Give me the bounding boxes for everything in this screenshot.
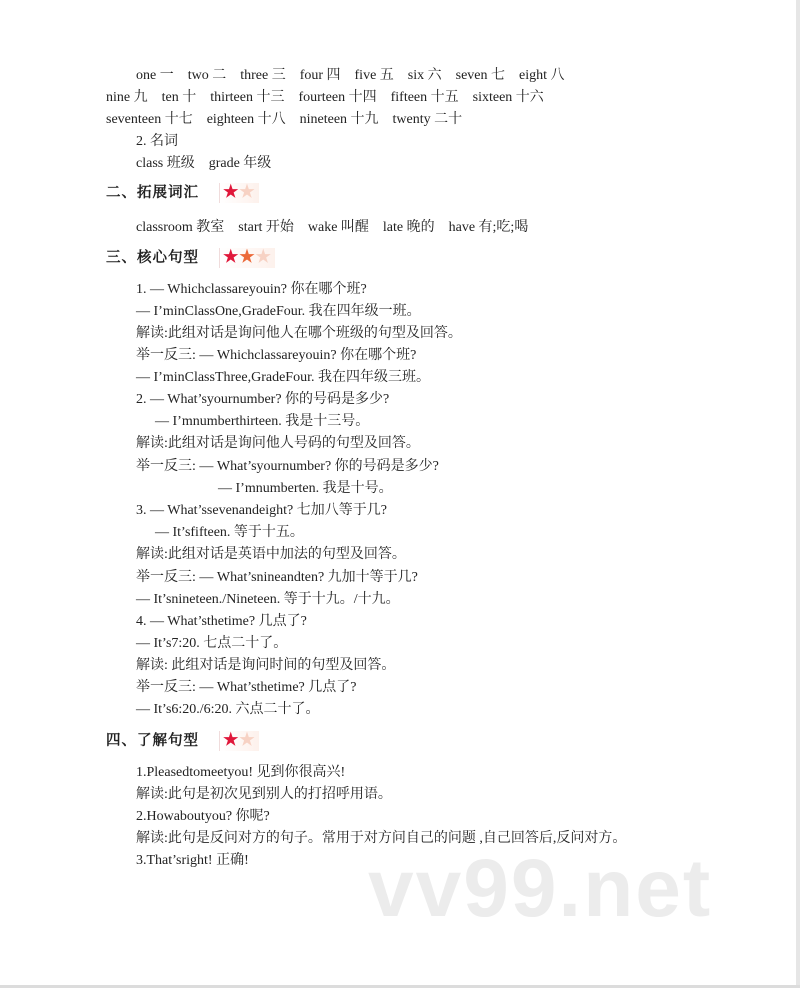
core-line: 举一反三: — Whichclassareyouin? 你在哪个班?: [136, 348, 417, 363]
core-line: 3. — What’ssevenandeight? 七加八等于几?: [136, 503, 387, 518]
core-line: 解读: 此组对话是询问时间的句型及回答。: [136, 658, 396, 673]
core-line: — I’minClassThree,GradeFour. 我在四年级三班。: [136, 370, 430, 385]
section-title: 四、了解句型: [106, 732, 199, 749]
core-line: — I’mnumberten. 我是十号。: [218, 481, 393, 496]
core-line: 解读:此组对话是英语中加法的句型及回答。: [136, 547, 406, 562]
section-heading-core: [106, 248, 275, 268]
difficulty-stars: [219, 731, 259, 751]
section-title: 二、拓展词汇: [106, 184, 199, 201]
star-icon: ★: [223, 182, 240, 202]
core-line: 2. — What’syournumber? 你的号码是多少?: [136, 392, 390, 407]
core-line: 举一反三: — What’snineandten? 九加十等于几?: [136, 570, 418, 585]
core-line: 举一反三: — What’sthetime? 几点了?: [136, 680, 357, 695]
core-line: — I’minClassOne,GradeFour. 我在四年级一班。: [136, 304, 421, 319]
star-icon: ★: [223, 247, 240, 267]
core-line: 4. — What’sthetime? 几点了?: [136, 614, 307, 629]
understand-line: 2.Howaboutyou? 你呢?: [136, 809, 270, 824]
core-line: — It’s7:20. 七点二十了。: [136, 636, 288, 651]
star-icon: ★: [239, 730, 256, 750]
understand-line: 解读:此句是反问对方的句子。常用于对方问自己的问题 ,自己回答后,反问对方。: [136, 831, 627, 846]
nouns-line: class 班级 grade 年级: [136, 156, 272, 171]
core-line: 解读:此组对话是询问他人号码的句型及回答。: [136, 436, 420, 451]
difficulty-stars: [219, 248, 275, 268]
numbers-line-1: one 一 two 二 three 三 four 四 five 五 six 六 seven 七 eight 八: [136, 68, 565, 83]
core-line: 举一反三: — What’syournumber? 你的号码是多少?: [136, 459, 439, 474]
star-icon: ★: [239, 247, 256, 267]
star-icon: ★: [223, 730, 240, 750]
page-edge-right: [796, 0, 800, 988]
understand-line: 1.Pleasedtomeetyou! 见到你很高兴!: [136, 765, 346, 780]
understand-line: 3.That’sright! 正确!: [136, 853, 249, 868]
watermark: vv99.net: [368, 843, 713, 934]
numbers-line-2: nine 九 ten 十 thirteen 十三 fourteen 十四 fifteen 十五 sixteen 十六: [106, 90, 544, 105]
numbers-line-3: seventeen 十七 eighteen 十八 nineteen 十九 twenty 二十: [106, 112, 463, 127]
difficulty-stars: [219, 183, 259, 203]
star-icon: ★: [255, 247, 272, 267]
core-line: — It’s6:20./6:20. 六点二十了。: [136, 702, 320, 717]
extended-vocab-line: classroom 教室 start 开始 wake 叫醒 late 晚的 have 有;吃;喝: [136, 220, 529, 235]
core-line: — It’snineteen./Nineteen. 等于十九。/十九。: [136, 592, 400, 607]
section-heading-extended: [106, 183, 259, 203]
core-line: 1. — Whichclassareyouin? 你在哪个班?: [136, 282, 367, 297]
core-line: — I’mnumberthirteen. 我是十三号。: [155, 414, 370, 429]
understand-line: 解读:此句是初次见到别人的打招呼用语。: [136, 787, 392, 802]
section-heading-understand: [106, 731, 259, 751]
core-line: 解读:此组对话是询问他人在哪个班级的句型及回答。: [136, 326, 462, 341]
star-icon: ★: [239, 182, 256, 202]
nouns-heading: 2. 名词: [136, 134, 178, 149]
section-title: 三、核心句型: [106, 249, 199, 266]
core-line: — It’sfifteen. 等于十五。: [155, 525, 304, 540]
